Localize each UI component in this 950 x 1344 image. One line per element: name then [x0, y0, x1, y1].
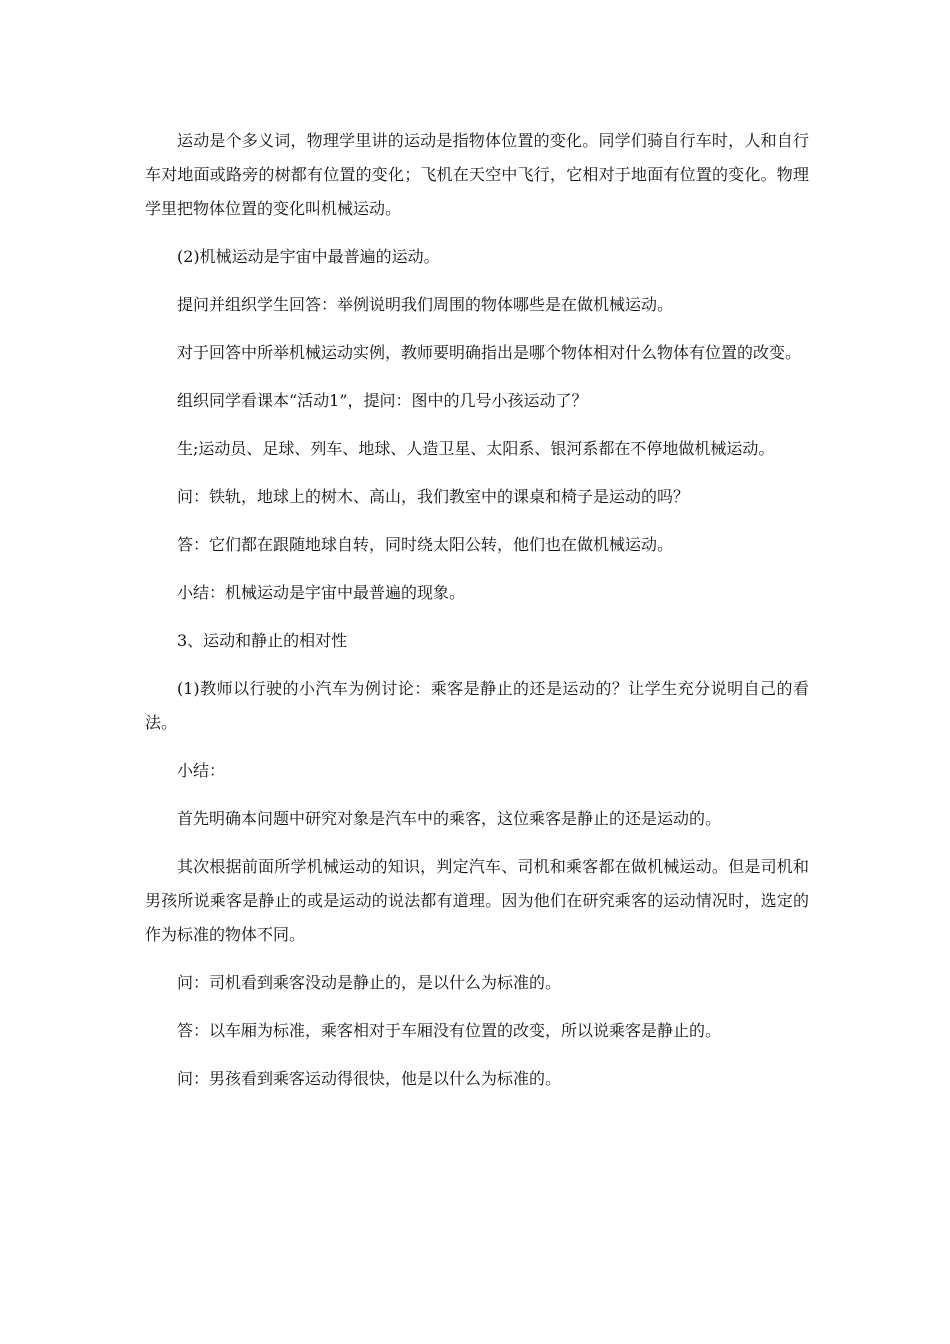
paragraph: 组织同学看课本“活动1”，提问：图中的几号小孩运动了？: [177, 391, 588, 410]
paragraph: 问：男孩看到乘客运动得很快，他是以什么为标准的。: [177, 1069, 562, 1088]
paragraph: 首先明确本问题中研究对象是汽车中的乘客，这位乘客是静止的还是运动的。: [177, 809, 722, 828]
paragraph: 小结：: [177, 761, 226, 780]
paragraph: 对于回答中所举机械运动实例，教师要明确指出是哪个物体相对什么物体有位置的改变。: [177, 343, 802, 362]
paragraph: 问：铁轨，地球上的树木、高山，我们教室中的课桌和椅子是运动的吗？: [177, 487, 690, 506]
paragraph: (2)机械运动是宇宙中最普遍的运动。: [177, 247, 440, 266]
section-heading: 3、运动和静止的相对性: [177, 631, 348, 650]
paragraph: 运动是个多义词，物理学里讲的运动是指物体位置的变化。同学们骑自行车时，人和自行车对地面或路旁的树都有位置的变化；飞机在天空中飞行，它相对于地面有位置的变化。物理学里把物体位置的变化叫机械运动。: [145, 131, 809, 218]
paragraph: (1)教师以行驶的小汽车为例讨论：乘客是静止的还是运动的？让学生充分说明自己的看法。: [145, 679, 809, 732]
document-body: [145, 124, 809, 1110]
paragraph: 答：它们都在跟随地球自转，同时绕太阳公转，他们也在做机械运动。: [177, 535, 674, 554]
paragraph: 其次根据前面所学机械运动的知识，判定汽车、司机和乘客都在做机械运动。但是司机和男孩所说乘客是静止的或是运动的说法都有道理。因为他们在研究乘客的运动情况时，选定的作为标准的物体不同。: [145, 857, 809, 944]
paragraph: 答：以车厢为标准，乘客相对于车厢没有位置的改变，所以说乘客是静止的。: [177, 1021, 722, 1040]
paragraph: 提问并组织学生回答：举例说明我们周围的物体哪些是在做机械运动。: [177, 295, 674, 314]
paragraph: 小结：机械运动是宇宙中最普遍的现象。: [177, 583, 466, 602]
paragraph: 问：司机看到乘客没动是静止的，是以什么为标准的。: [177, 973, 562, 992]
paragraph: 生;运动员、足球、列车、地球、人造卫星、太阳系、银河系都在不停地做机械运动。: [177, 439, 775, 458]
